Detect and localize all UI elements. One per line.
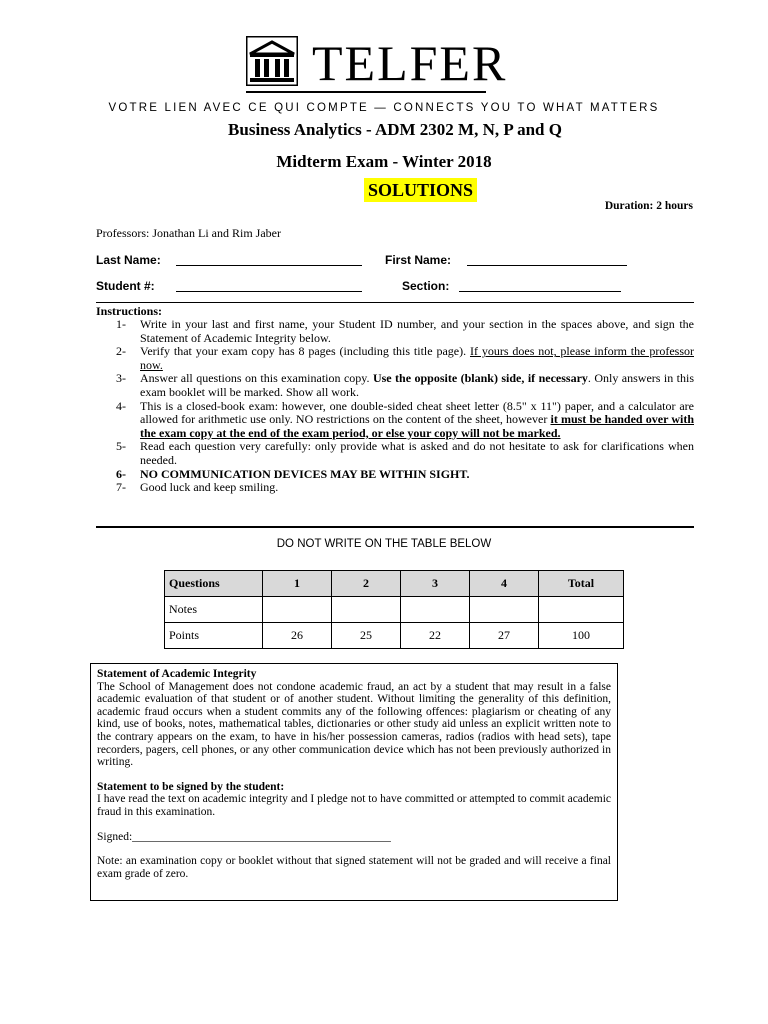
table-header-cell: Total (539, 571, 624, 597)
instruction-item (96, 318, 694, 345)
student-number-field[interactable] (176, 291, 362, 292)
table-cell: 25 (332, 623, 401, 649)
score-table (164, 570, 624, 649)
pledge-text: I have read the text on academic integrity and I pledge not to have committed or attempted to commit academic fraud in this examination. (97, 793, 611, 818)
table-cell (539, 597, 624, 623)
table-header-row (165, 571, 624, 597)
table-header-cell: 1 (263, 571, 332, 597)
instructions-bottom-rule (96, 526, 694, 528)
tagline: VOTRE LIEN AVEC CE QUI COMPTE — CONNECTS YOU TO WHAT MATTERS (108, 102, 660, 114)
instruction-text: Write in your last and first name, your Student ID number, and your section in the spaces above, and sign the Statement of Academic Integrity below. (140, 317, 694, 345)
table-cell: 100 (539, 623, 624, 649)
first-name-label: First Name: (385, 253, 452, 267)
instruction-emphasis: If yours does not, please inform the professor now. (140, 344, 694, 372)
table-row (165, 623, 624, 649)
instruction-number: 6- (116, 466, 126, 481)
last-name-field[interactable] (176, 265, 362, 266)
table-header-cell: 2 (332, 571, 401, 597)
table-cell: 22 (401, 623, 470, 649)
table-cell: 26 (263, 623, 332, 649)
instruction-item (96, 440, 694, 467)
table-cell (332, 597, 401, 623)
instruction-text: Good luck and keep smiling. (140, 480, 279, 495)
instruction-number: 5- (116, 439, 126, 454)
instruction-number: 3- (116, 371, 126, 386)
instruction-text: Read each question very carefully: only provide what is asked and do not hesitate to ask for clarifications when needed. (140, 439, 694, 467)
instruction-item (96, 400, 694, 441)
sign-heading: Statement to be signed by the student: (97, 780, 285, 793)
instruction-text: This is a closed-book exam: however, one double-sided cheat sheet letter (8.5" x 11") paper, and a calculator are allowed for arithmetic use only. NO restrictions on the content of the sheet, however (140, 398, 694, 427)
instructions-heading: Instructions: (96, 304, 163, 318)
instruction-item (96, 481, 694, 495)
instruction-number: 4- (116, 398, 126, 413)
building-columns-icon (246, 36, 298, 86)
signature-line[interactable]: Signed:_____________________________________________ (97, 830, 391, 843)
logo-underline (246, 91, 486, 93)
table-cell (263, 597, 332, 623)
instructions-list (96, 318, 694, 495)
instruction-emphasis: Use the opposite (blank) side, if necessary (372, 371, 588, 386)
course-title: Business Analytics - ADM 2302 M, N, P and Q (228, 120, 562, 139)
table-cell: 27 (470, 623, 539, 649)
duration: Duration: 2 hours (604, 200, 693, 212)
first-name-field[interactable] (467, 265, 627, 266)
instruction-text: NO COMMUNICATION DEVICES MAY BE WITHIN SIGHT. (140, 466, 470, 481)
table-header-cell: 3 (401, 571, 470, 597)
professors: Professors: Jonathan Li and Rim Jaber (96, 226, 281, 240)
exam-title: Midterm Exam - Winter 2018 (276, 152, 492, 171)
logo-text: TELFER (312, 35, 508, 91)
instruction-text: Answer all questions on this examination copy. (140, 371, 373, 386)
table-header-cell: Questions (165, 571, 263, 597)
integrity-note: Note: an examination copy or booklet without that signed statement will not be graded and will receive a final exam grade of zero. (97, 855, 611, 880)
table-cell: Notes (165, 597, 263, 623)
academic-integrity-box (90, 663, 618, 901)
table-cell (470, 597, 539, 623)
table-row (165, 597, 624, 623)
student-number-label: Student #: (96, 279, 155, 293)
table-cell (401, 597, 470, 623)
instruction-item (96, 345, 694, 372)
table-header-cell: 4 (470, 571, 539, 597)
solutions-banner: SOLUTIONS (364, 178, 477, 202)
last-name-label: Last Name: (96, 253, 161, 267)
instruction-number: 1- (116, 317, 126, 331)
section-field[interactable] (459, 291, 621, 292)
section-label: Section: (402, 279, 450, 293)
table-notice: DO NOT WRITE ON THE TABLE BELOW (276, 538, 492, 550)
instruction-item (96, 372, 694, 399)
instruction-number: 2- (116, 344, 126, 359)
instruction-text: . Only answers in this exam booklet will be marked. Show all work. (140, 371, 694, 399)
instructions-top-rule (96, 302, 694, 303)
instruction-number: 7- (116, 480, 126, 495)
integrity-heading: Statement of Academic Integrity (97, 668, 257, 680)
instruction-emphasis: it must be handed over with the exam copy at the end of the exam period, or else your copy will not be marked. (140, 412, 695, 440)
instruction-text: Verify that your exam copy has 8 pages (including this title page). (140, 344, 470, 359)
integrity-body: The School of Management does not condone academic fraud, an act by a student that may result in a false academic evaluation of that student or of another student. Without limiting the generality of this definition, academic fraud occurs when a student commits any of the following offences: plagiarism or cheating of any kind, use of books, notes, mathematical tables, dictionaries or other study aid unless an explicit written note to the contrary appears on the exam, to have in his/her possession cameras, radios (radios with head sets), tape recorders, pagers, cell phones, or any other communication device which has not been previously authorized in writing. (97, 680, 611, 769)
table-cell: Points (165, 623, 263, 649)
instruction-item (96, 468, 694, 482)
